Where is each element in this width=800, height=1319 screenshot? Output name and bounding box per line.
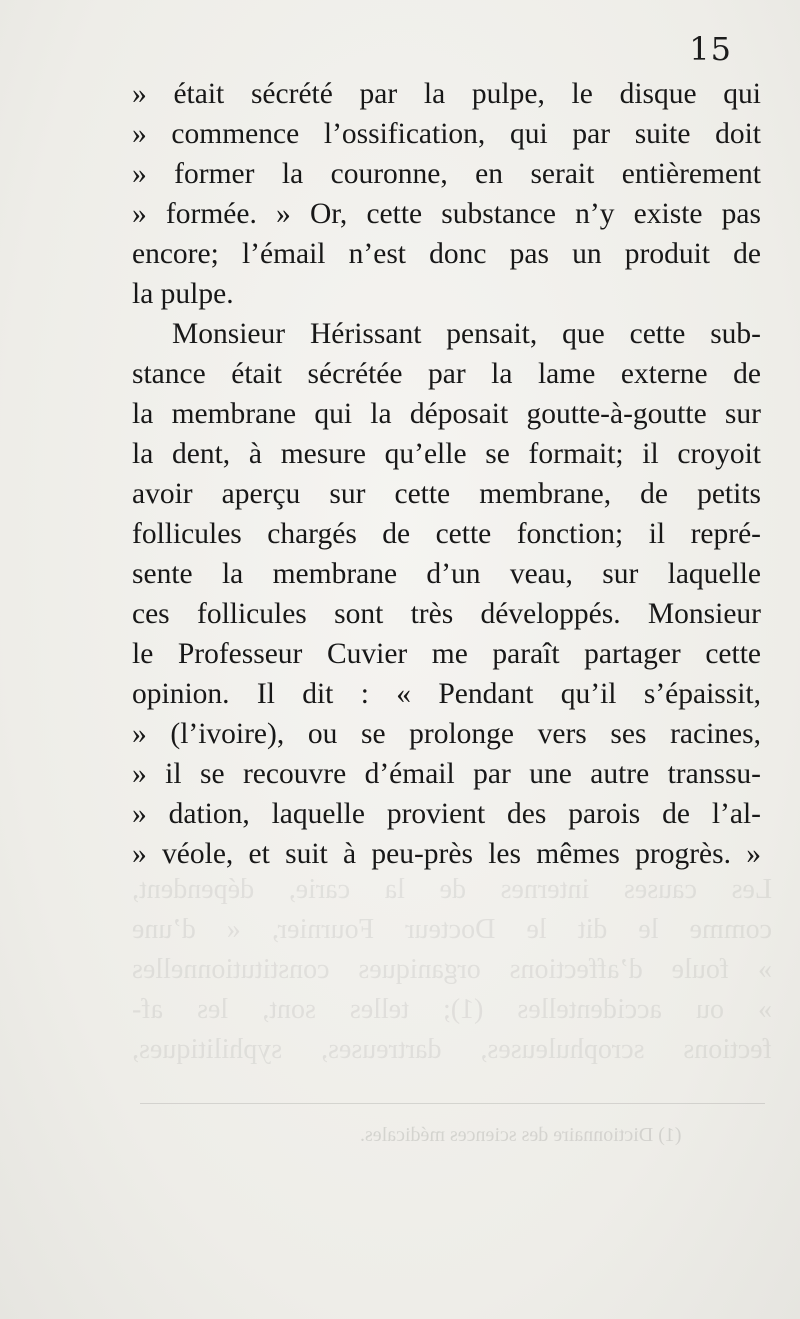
text-line: » formée. » Or, cette substance n’y existe pas bbox=[132, 198, 761, 230]
text-line: encore; l’émail n’est donc pas un produit de bbox=[132, 238, 761, 270]
text-line: » commence l’ossification, qui par suite doit bbox=[132, 118, 761, 150]
text-line: opinion. Il dit : « Pendant qu’il s’épaissit, bbox=[132, 678, 761, 710]
text-line: follicules chargés de cette fonction; il repré- bbox=[132, 518, 761, 550]
body-text bbox=[132, 74, 761, 874]
text-line: sente la membrane d’un veau, sur laquelle bbox=[132, 558, 761, 590]
bleed-line: fections scrophuleuses, dartreuses, syphilitiques, bbox=[132, 1034, 772, 1065]
text-line: » (l’ivoire), ou se prolonge vers ses racines, bbox=[132, 718, 761, 750]
bleed-footnote: (1) Dictionnaire des sciences médicales. bbox=[360, 1124, 682, 1146]
bleed-footnote-rule bbox=[140, 1103, 765, 1104]
text-line: le Professeur Cuvier me paraît partager cette bbox=[132, 638, 761, 670]
bleed-line: » ou accidentelles (1); telles sont, les af- bbox=[132, 994, 772, 1025]
bleed-line: Les causes internes de la carie, dépendent, bbox=[132, 874, 772, 905]
text-line: la pulpe. bbox=[132, 278, 234, 310]
text-line: la dent, à mesure qu’elle se formait; il croyoit bbox=[132, 438, 761, 470]
bleed-line: comme le dit le Docteur Fournier, « d’une bbox=[132, 914, 772, 945]
text-line: stance était sécrétée par la lame externe de bbox=[132, 358, 761, 390]
page-number: 15 bbox=[689, 30, 732, 68]
text-line: la membrane qui la déposait goutte-à-goutte sur bbox=[132, 398, 761, 430]
text-line: Monsieur Hérissant pensait, que cette sub- bbox=[172, 318, 761, 350]
text-line: » véole, et suit à peu-près les mêmes progrès. » bbox=[132, 838, 761, 870]
bleed-line: » foule d’affections organiques constitutionnelles bbox=[132, 954, 772, 985]
text-line: avoir aperçu sur cette membrane, de petits bbox=[132, 478, 761, 510]
text-line: » dation, laquelle provient des parois de l’al- bbox=[132, 798, 761, 830]
text-line: » il se recouvre d’émail par une autre transsu- bbox=[132, 758, 761, 790]
text-line: » était sécrété par la pulpe, le disque qui bbox=[132, 78, 761, 110]
bleed-through-text bbox=[132, 870, 772, 1070]
text-line: » former la couronne, en serait entièrement bbox=[132, 158, 761, 190]
text-line: ces follicules sont très développés. Monsieur bbox=[132, 598, 761, 630]
